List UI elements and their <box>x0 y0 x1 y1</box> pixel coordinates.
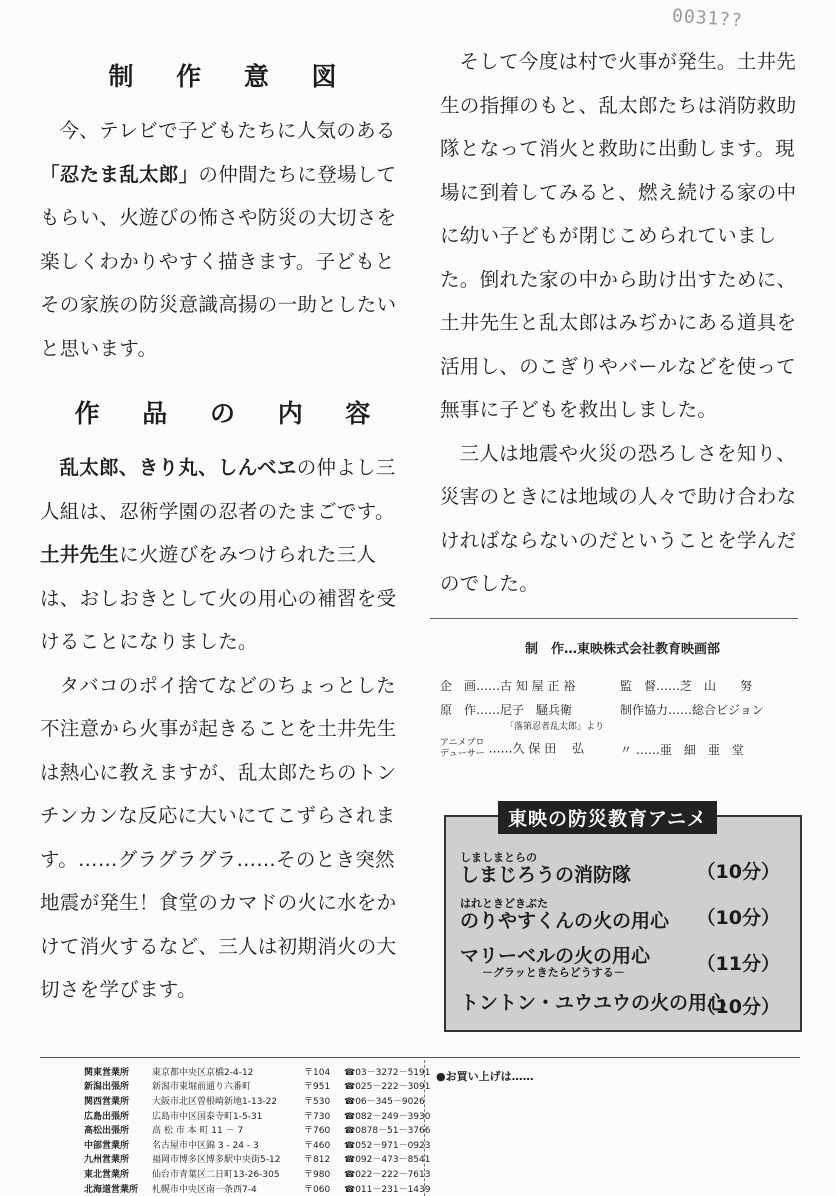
heading-work-content: 作 品 の 内 容 <box>74 399 388 428</box>
story-paragraph-1: そして今度は村で火事が発生。土井先生の指揮のもと、乱太郎たちは消防救助隊となって消火と救助に出動します。現場に到着してみると、燃え続ける家の中に幼い子どもが閉じこめられていました。倒れた家の中から助け出すために、土井先生と乱太郎はみぢかにある道具を活用し、のこぎりやバールなどを使って無事に子どもを救出しました。 <box>440 50 797 421</box>
credit-original-author: 原 作……尼子 騒兵衛 <box>440 703 573 717</box>
series-item-duration: （11分） <box>696 953 780 975</box>
office-tel: ☎011－231－1439 <box>344 1184 431 1195</box>
office-tel: ☎092－473－8541 <box>344 1155 431 1166</box>
text-run: タバコのポイ捨てなどのちょっとした不注意から火事が起きることを土井先生は熱心に教えますが、乱太郎たちのトンチンカンな反応に大いにてこずらされます。……グラグラグラ……そのとき突然地震が発生！食堂のカマドの火に水をかけて消火するなど、三人は初期消火の大切さを学びます。 <box>40 673 397 1001</box>
office-tel: ☎022－222－7613 <box>344 1169 431 1180</box>
series-item <box>460 945 790 979</box>
office-address: 大阪市北区曽根崎新地1-13-22 <box>152 1096 278 1107</box>
text-run: に火遊びをみつけられた三人は、おしおきとして火の用心の補習を受けることになりました。 <box>40 543 397 653</box>
heading-production-intent: 制 作 意 図 <box>108 62 354 91</box>
credits-block <box>440 638 805 766</box>
right-column <box>440 40 805 606</box>
series-item-subtitle: －グラッときたらどうする－ <box>482 966 625 979</box>
office-name: 中部営業所 <box>84 1140 130 1151</box>
production-company: 制 作…東映株式会社教育映画部 <box>524 642 720 657</box>
office-name: 高松出張所 <box>84 1126 130 1137</box>
series-item <box>460 992 790 1018</box>
archive-stamp: 0031?? <box>671 5 744 32</box>
series-item <box>460 897 790 932</box>
series-item-duration: （10分） <box>696 907 780 929</box>
credit-anime-producer <box>440 738 620 760</box>
series-item <box>460 851 790 886</box>
series-item-duration: （10分） <box>696 996 780 1018</box>
series-item-name: しまじろうの消防隊 <box>460 864 632 886</box>
text-run: の仲よし三人組は、忍術学園の忍者のたまごです。 <box>40 456 396 523</box>
office-row <box>84 1181 430 1196</box>
credit-row <box>440 677 805 701</box>
credits-divider <box>430 618 798 619</box>
office-zip: 〒530 <box>304 1096 331 1107</box>
office-row <box>84 1093 430 1108</box>
series-item-name: トントン・ユウユウの火の用心 <box>460 992 727 1014</box>
office-name: 九州営業所 <box>84 1155 130 1166</box>
content-paragraph-2 <box>40 664 405 1012</box>
credit-cooperation: 制作協力……総合ビジョン <box>620 703 764 717</box>
text-run: の仲間たちに登場してもらい、火遊びの怖さや防災の大切さを楽しくわかりやすく描きます。子どもとその家族の防災意識高揚の一助としたいと思います。 <box>40 162 397 360</box>
office-address: 仙台市青葉区二日町13-26-305 <box>152 1169 280 1180</box>
animation-studio-name: ……亜 細 亜 堂 <box>635 742 744 757</box>
office-row <box>84 1137 430 1152</box>
office-address: 広島市中区国泰寺町1-5-31 <box>152 1111 263 1122</box>
content-paragraph-1 <box>40 446 405 664</box>
series-box <box>444 808 802 1032</box>
series-title: 東映の防災教育アニメ <box>498 801 717 834</box>
office-tel: ☎082－249－3930 <box>344 1111 431 1122</box>
office-row <box>84 1064 430 1079</box>
series-item-duration: （10分） <box>696 861 780 883</box>
story-paragraph-2: 三人は地震や火災の恐ろしさを知り、災害のときには地域の人々で助け合わなければならないのだということを学んだのでした。 <box>440 441 797 595</box>
office-tel: ☎0878－51－3766 <box>344 1126 431 1137</box>
office-zip: 〒060 <box>304 1184 331 1195</box>
footer-divider <box>40 1057 800 1058</box>
office-row <box>84 1122 430 1137</box>
series-item-ruby: はれときどきぶた <box>460 897 548 910</box>
series-item-name: マリーベルの火の用心 <box>460 945 651 967</box>
intent-paragraph <box>40 109 405 370</box>
left-column <box>40 55 405 1012</box>
office-address: 名古屋市中区錦 3 - 24 - 3 <box>152 1140 259 1151</box>
text-run: 今、テレビで子どもたちに人気のある <box>59 119 396 142</box>
emphasized-text: 「忍たま乱太郎」 <box>40 162 199 186</box>
office-zip: 〒730 <box>304 1111 331 1122</box>
office-tel: ☎052－971－0923 <box>344 1140 431 1151</box>
office-name: 北海道営業所 <box>84 1184 139 1195</box>
source-note: 「落第忍者乱太郎」より <box>505 722 605 732</box>
office-tel: ☎025－222－3091 <box>344 1082 431 1093</box>
office-address: 東京都中央区京橋2-4-12 <box>152 1067 254 1078</box>
anime-producer-name: ……久 保 田 弘 <box>488 741 585 756</box>
office-address: 福岡市博多区博多駅中央街5-12 <box>152 1155 281 1166</box>
anime-label-line1: アニメプロ <box>440 738 485 748</box>
anime-label-line2: デューサー <box>440 749 485 759</box>
office-zip: 〒104 <box>304 1067 331 1078</box>
office-zip: 〒980 <box>304 1169 331 1180</box>
office-name: 関東営業所 <box>84 1067 130 1078</box>
office-row <box>84 1152 430 1167</box>
ditto-mark: 〃 <box>620 742 633 757</box>
office-name: 関西営業所 <box>84 1096 130 1107</box>
office-zip: 〒812 <box>304 1155 331 1166</box>
office-row <box>84 1108 430 1123</box>
office-list <box>84 1064 430 1195</box>
office-address: 高 松 市 本 町 11 － 7 <box>152 1126 244 1137</box>
office-address: 新潟市東堀前通り六番町 <box>152 1082 252 1093</box>
office-zip: 〒460 <box>304 1140 331 1151</box>
office-zip: 〒760 <box>304 1126 331 1137</box>
credit-director: 監 督……芝 山 努 <box>620 679 753 693</box>
credit-row <box>440 732 805 766</box>
emphasized-text: 乱太郎、きり丸、しんベヱ <box>59 456 297 479</box>
office-name: 広島出張所 <box>84 1111 130 1122</box>
emphasized-text: 土井先生 <box>40 543 120 566</box>
anime-producer-label <box>440 738 485 760</box>
office-name: 東北営業所 <box>84 1169 130 1180</box>
office-row <box>84 1079 430 1094</box>
purchase-note: ●お買い上げは…… <box>436 1070 534 1083</box>
office-name: 新潟出張所 <box>84 1082 130 1093</box>
office-tel: ☎06－345－9026 <box>344 1096 425 1107</box>
series-item-name: のりやすくんの火の用心 <box>460 910 670 932</box>
office-zip: 〒951 <box>304 1082 331 1093</box>
office-address: 札幌市中央区南一条西7-4 <box>152 1184 257 1195</box>
series-item-ruby: しましまとらの <box>460 851 537 864</box>
office-row <box>84 1166 430 1181</box>
office-tel: ☎03－3272－5191 <box>344 1067 431 1078</box>
credit-animation-studio <box>620 741 805 758</box>
credit-planning: 企 画……古 知 屋 正 裕 <box>440 679 576 693</box>
